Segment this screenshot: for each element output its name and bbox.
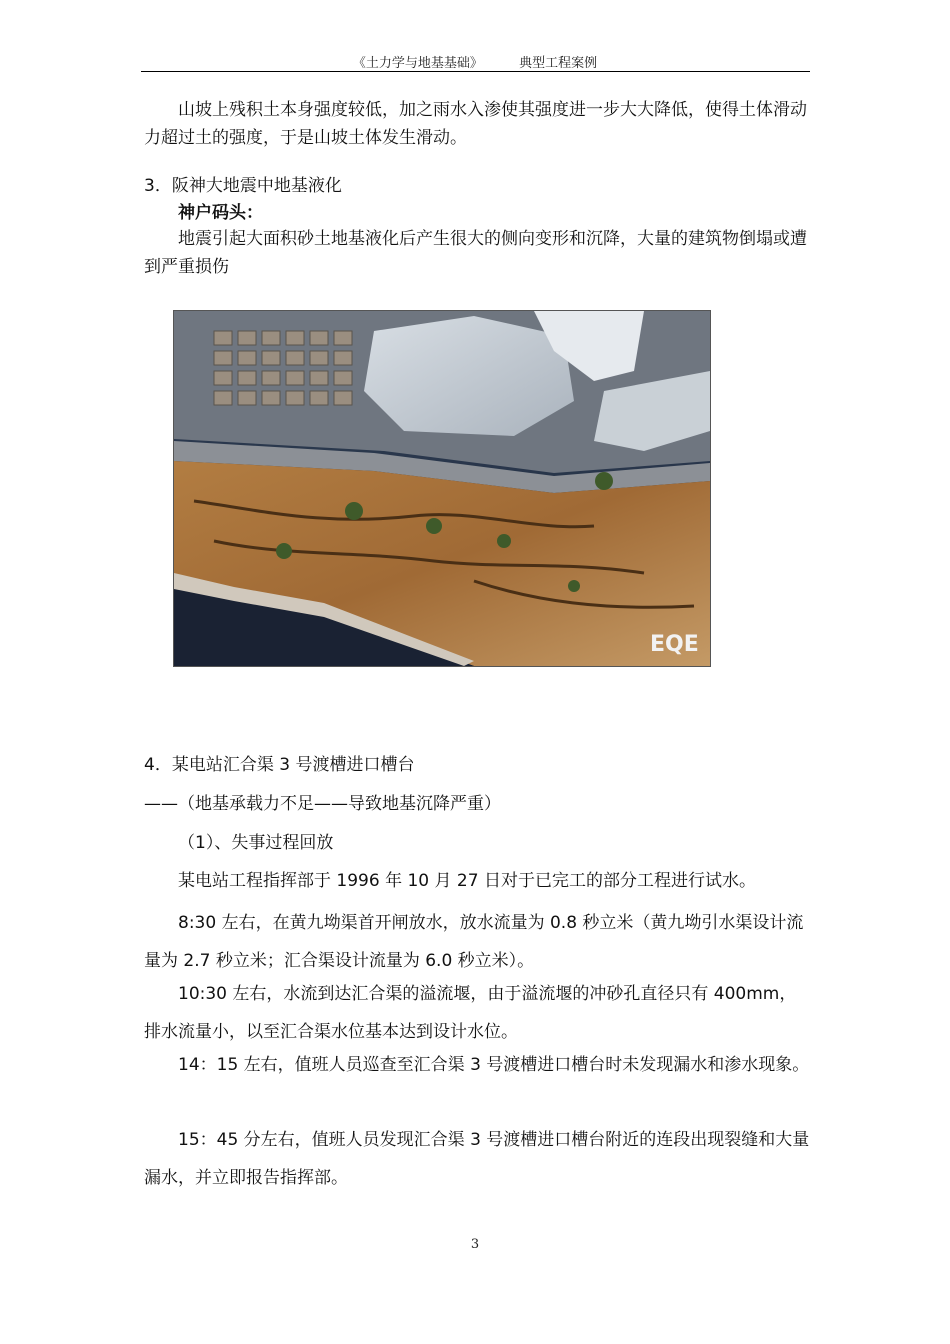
page-number: 3 xyxy=(470,1237,480,1252)
case4-paragraph-1: 某电站工程指挥部于 1996 年 10 月 27 日对于已完工的部分工程进行试水。 xyxy=(178,871,756,891)
header-rule xyxy=(141,71,810,72)
photo-watermark: EQE xyxy=(650,632,699,657)
case4-paragraph-2: 8:30 左右，在黄九坳渠首开闸放水，放水流量为 0.8 秒立米（黄九坳引水渠设计流量为 2.7 秒立米；汇合渠设计流量为 6.0 秒立米）。 xyxy=(144,913,804,971)
case3-subheading: 神户码头： xyxy=(178,203,263,223)
case4-heading: 4．某电站汇合渠 3 号渡槽进口槽台 xyxy=(144,755,415,775)
header-book-title: 《土力学与地基基础》 xyxy=(352,56,483,71)
case4-paragraph-4: 14：15 左右，值班人员巡查至汇合渠 3 号渡槽进口槽台时未发现漏水和渗水现象。 xyxy=(178,1055,810,1075)
case3-heading: 3．阪神大地震中地基液化 xyxy=(144,176,342,196)
case4-paragraph-3: 10:30 左右，水流到达汇合渠的溢流堰，由于溢流堰的冲砂孔直径只有 400mm，排水流量小，以至汇合渠水位基本达到设计水位。 xyxy=(144,984,797,1042)
case4-section-heading: （1）、失事过程回放 xyxy=(178,833,334,853)
header-section-title: 典型工程案例 xyxy=(519,56,598,71)
page-header xyxy=(0,52,950,71)
case4-subtitle: ——（地基承载力不足——导致地基沉降严重） xyxy=(144,794,501,814)
case3-paragraph: 地震引起大面积砂土地基液化后产生很大的侧向变形和沉降，大量的建筑物倒塌或遭到严重损伤 xyxy=(144,229,807,277)
case4-paragraph-5: 15：45 分左右，值班人员发现汇合渠 3 号渡槽进口槽台附近的连段出现裂缝和大量漏水，并立即报告指挥部。 xyxy=(144,1130,810,1188)
kobe-port-liquefaction-photo xyxy=(173,310,711,667)
landslide-paragraph: 山坡上残积土本身强度较低，加之雨水入渗使其强度进一步大大降低，使得土体滑动力超过土的强度，于是山坡土体发生滑动。 xyxy=(144,100,807,148)
